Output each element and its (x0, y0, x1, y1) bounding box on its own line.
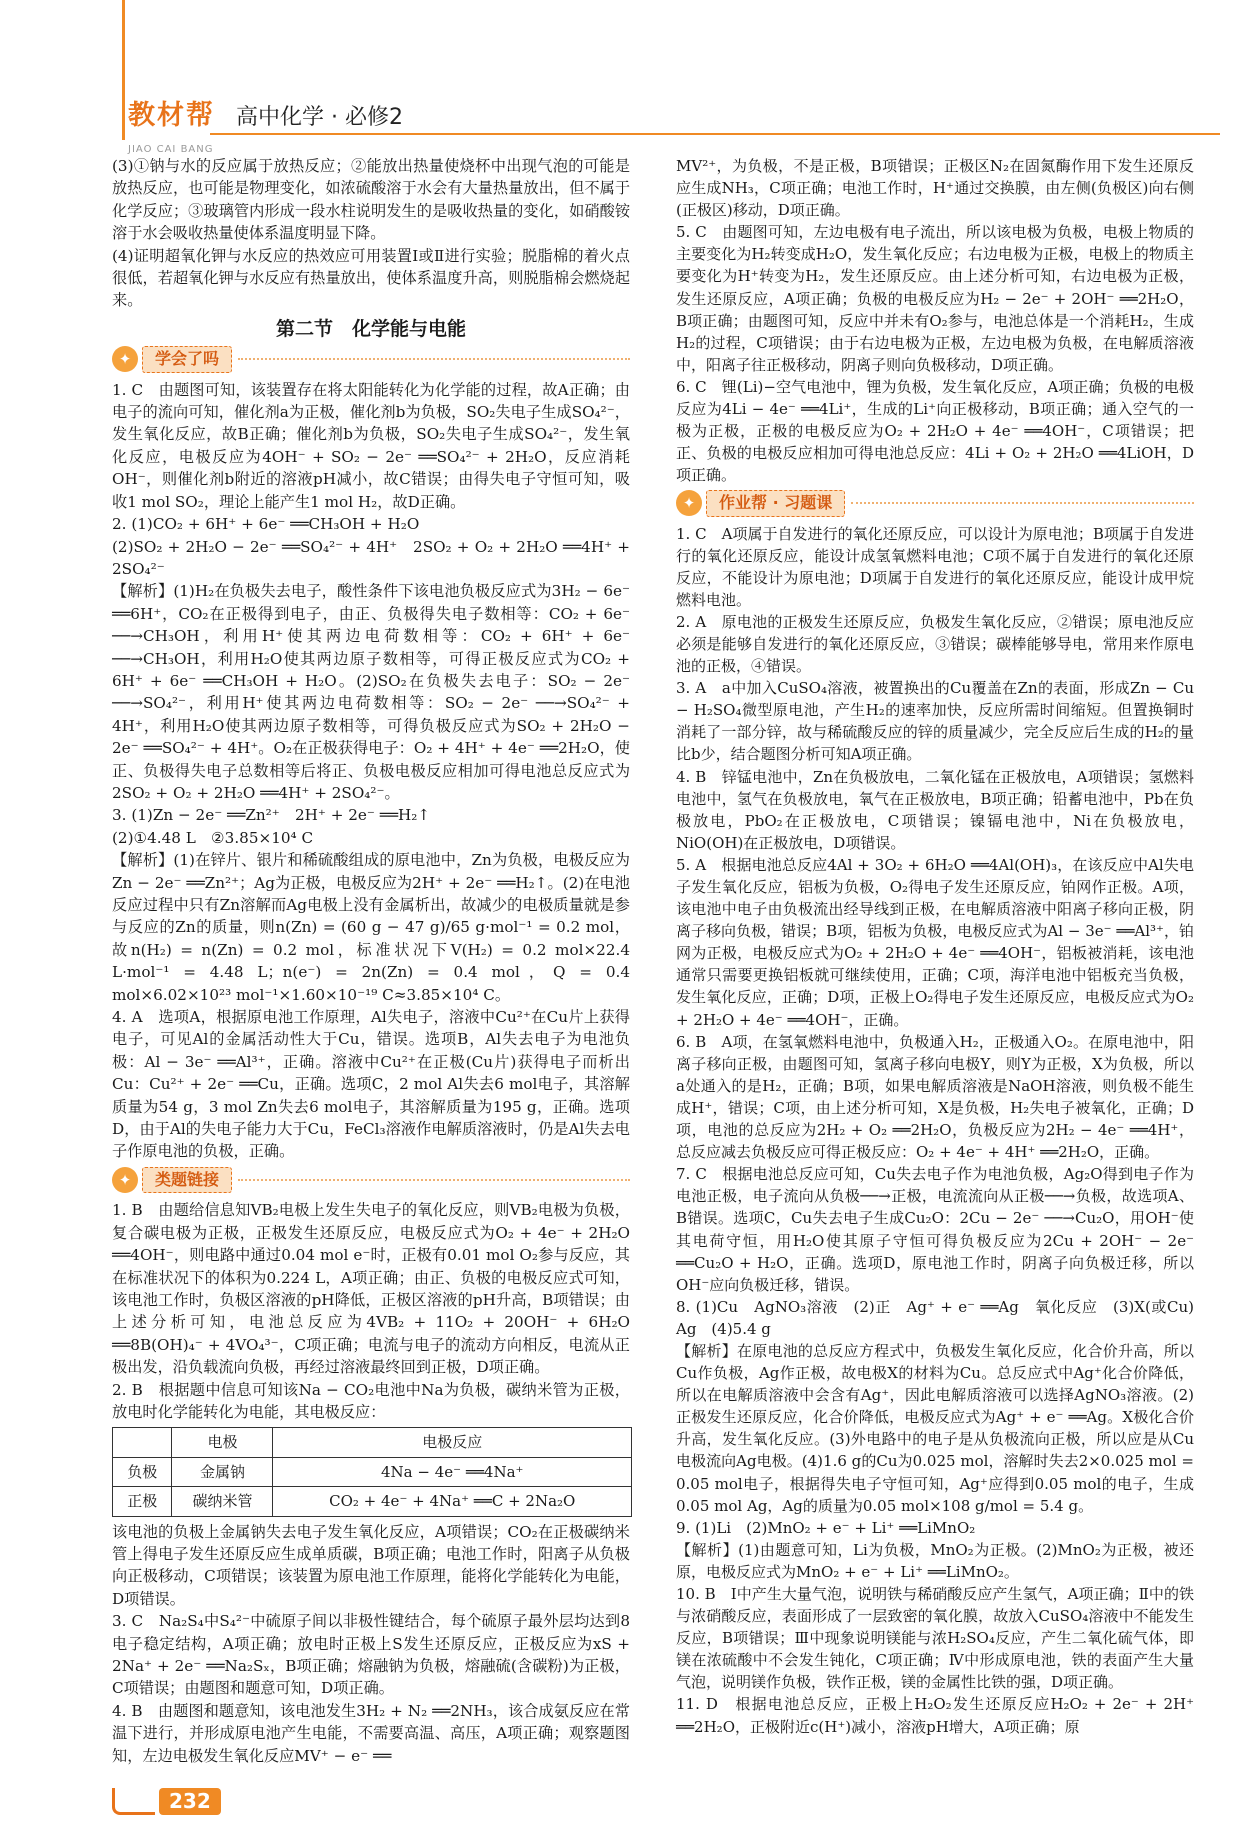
answer-item: (2)①4.48 L ②3.85×10⁴ C (112, 828, 314, 847)
answer-item: 5. C 由题图可知，左边电极有电子流出，所以该电极为负极，电极上物质的主要变化为H₂转变成H₂O，发生氧化反应；右边电极为正极，电极上的物质主要变化为H⁺转变为H₂，发生还原反应。由上述分析可知，右边电极为正极，发生还原反应，A项正确；负极的电极反应为H₂ − 2e⁻ + 2OH⁻ ══2H₂O，B项正确；由题图可知，反应中并未有O₂参与，电池总体是一个消耗H₂，生成H₂的过程，C项错误；由于右边电极为正极，左边电极为负极，在电解质溶液中，阳离子往正极移动，阴离子则向负极移动，D项正确。 (676, 223, 1194, 374)
table-cell: 碳纳米管 (172, 1487, 273, 1516)
answer-paragraph: MV²⁺，为负极，不是正极，B项错误；正极区N₂在固氮酶作用下发生还原反应生成NH₃，C项正确；电池工作时，H⁺通过交换膜，由左侧(负极区)向右侧(正极区)移动，D项正确。 (676, 157, 1194, 220)
table-cell: 正极 (113, 1487, 172, 1516)
section-title: 第二节 化学能与电能 (275, 317, 466, 340)
answer-item: 2. (1)CO₂ + 6H⁺ + 6e⁻ ══CH₃OH + H₂O (112, 515, 420, 534)
lightbulb-icon: ✦ (676, 490, 702, 516)
table-header: 电极 (172, 1428, 273, 1457)
answer-paragraph: (4)证明超氧化钾与水反应的热效应可用装置Ⅰ或Ⅱ进行实验；脱脂棉的着火点很低，若超氧化钾与水反应有热量放出，使体系温度升高，则脱脂棉会燃烧起来。 (112, 246, 630, 310)
table-cell: 金属钠 (172, 1457, 273, 1486)
table-header-row (113, 1428, 632, 1457)
answer-item: 4. B 锌锰电池中，Zn在负极放电，二氧化锰在正极放电，A项错误；氢燃料电池中，氢气在负极放电，氧气在正极放电，B项正确；铅蓄电池中，Pb在负极放电，PbO₂在正极放电，C项错误；镍镉电池中，Ni在负极放电，NiO(OH)在正极放电，D项错误。 (676, 767, 1194, 852)
table-row (113, 1487, 632, 1516)
answer-explanation: 【解析】在原电池的总反应方程式中，负极发生氧化反应，化合价升高，所以Cu作负极，Ag作正极，故电极X的材料为Cu。总反应式中Ag⁺化合价降低，所以在电解质溶液中会含有Ag⁺，因此电解质溶液可以选择AgNO₃溶液。(2)正极发生还原反应，化合价降低，电极反应式为Ag⁺ + e⁻ ══Ag。X极化合价升高，发生氧化反应。(3)外电路中的电子是从负极流向正极，所以应是从Cu电极流向Ag电极。(4)1.6 g的Cu为0.025 mol，溶解时失去2×0.025 mol = 0.05 mol电子，根据得失电子守恒可知，Ag⁺应得到0.05 mol的电子，生成0.05 mol Ag，Ag的质量为0.05 mol×108 g/mol = 5.4 g。 (676, 1341, 1194, 1515)
answer-item: 3. C Na₂S₄中S₄²⁻中硫原子间以非极性键结合，每个硫原子最外层均达到8电子稳定结构，A项正确；放电时正极上S发生还原反应，正极反应为xS + 2Na⁺ + 2e⁻ ══Na₂Sₓ，B项正确；熔融钠为负极，熔融硫(含碳粉)为正极，C项错误；由题图和题意可知，D项正确。 (112, 1612, 630, 1698)
right-column (676, 155, 1210, 1738)
answer-item: 1. C A项属于自发进行的氧化还原反应，可以设计为原电池；B项属于自发进行的氧化还原反应，能设计成氢氧燃料电池；C项不属于自发进行的氧化还原反应，不能设计为原电池；D项属于自发进行的氧化还原反应，能设计成甲烷燃料电池。 (676, 524, 1194, 609)
brand-pinyin: JIAO CAI BANG (128, 144, 214, 155)
page-header (0, 0, 1250, 160)
banner-label: 作业帮 · 习题课 (706, 490, 845, 516)
answer-explanation: 【解析】(1)H₂在负极失去电子，酸性条件下该电池负极反应式为3H₂ − 6e⁻ ══6H⁺，CO₂在正极得到电子，由正、负极得失电子数相等：CO₂ + 6e⁻ ──→CH₃OH，利用H⁺使其两边电荷数相等：CO₂ + 6H⁺ + 6e⁻ ──→CH₃OH，利用H₂O使其两边原子数相等，可得正极反应式为CO₂ + 6H⁺ + 6e⁻ ══CH₃OH + H₂O。(2)SO₂在负极失去电子：SO₂ − 2e⁻ ──→SO₄²⁻，利用H⁺使其两边电荷数相等：SO₂ − 2e⁻ ──→SO₄²⁻ + 4H⁺，利用H₂O使其两边原子数相等，可得负极反应式为SO₂ + 2H₂O − 2e⁻ ══SO₄²⁻ + 4H⁺。O₂在正极获得电子：O₂ + 4H⁺ + 4e⁻ ══2H₂O，使正、负极得失电子总数相等后将正、负极电极反应相加可得电池总反应式为2SO₂ + O₂ + 2H₂O ══4H⁺ + 2SO₄²⁻。 (112, 582, 630, 802)
answer-item: 3. (1)Zn − 2e⁻ ══Zn²⁺ 2H⁺ + 2e⁻ ══H₂↑ (112, 806, 431, 825)
answer-item: 9. (1)Li (2)MnO₂ + e⁻ + Li⁺ ══LiMnO₂ (676, 1518, 976, 1537)
answer-paragraph: (3)①钠与水的反应属于放热反应；②能放出热量使烧杯中出现气泡的可能是放热反应，也可能是物理变化，如浓硫酸溶于水会有大量热量放出，但不属于化学反应；③玻璃管内形成一段水柱说明发生的是吸收热量的变化，如硝酸铵溶于水会吸收热量使体系温度明显下降。 (112, 157, 630, 243)
lightbulb-icon: ✦ (112, 346, 138, 372)
answer-item: 6. B A项，在氢氧燃料电池中，负极通入H₂，正极通入O₂。在原电池中，阳离子移向正极，由题图可知，氢离子移向电极Y，则Y为正极，X为负极，所以a处通入的是H₂，正确；B项，如果电解质溶液是NaOH溶液，则负极不能生成H⁺，错误；C项，由上述分析可知，X是负极，H₂失电子被氧化，正确；D项，电池的总反应为2H₂ + O₂ ══2H₂O，负极反应为2H₂ − 4e⁻ ══4H⁺，总反应减去负极反应可得正极反应：O₂ + 4e⁻ + 4H⁺ ══2H₂O，正确。 (676, 1032, 1194, 1162)
answer-item: 1. B 由题给信息知VB₂电极上发生失电子的氧化反应，则VB₂电极为负极，复合碳电极为正极，正极发生还原反应，电极反应式为O₂ + 4e⁻ + 2H₂O ══4OH⁻，则电路中通过0.04 mol e⁻时，正极有0.01 mol O₂参与反应，其在标准状况下的体积为0.224 L，A项正确；由正、负极的电极反应式可知，该电池工作时，负极区溶液的pH降低，正极区溶液的pH升高，B项错误；由上述分析可知，电池总反应为4VB₂ + 11O₂ + 20OH⁻ + 6H₂O ══8B(OH)₄⁻ + 4VO₄³⁻，C项正确；电流与电子的流动方向相反，电流从正极出发，沿负载流向负极，再经过溶液最终回到正极，D项正确。 (112, 1201, 630, 1377)
section-banner (112, 346, 630, 372)
table-header (113, 1428, 172, 1457)
banner-label: 学会了吗 (142, 346, 232, 372)
banner-label: 类题链接 (142, 1167, 232, 1193)
answer-item: 2. B 根据题中信息可知该Na − CO₂电池中Na为负极，碳纳米管为正极，放电时化学能转化为电能，其电极反应： (112, 1380, 630, 1421)
lightbulb-icon: ✦ (112, 1167, 138, 1193)
answer-item: 4. B 由题图和题意知，该电池发生3H₂ + N₂ ══2NH₃，该合成氨反应在常温下进行，并形成原电池产生电能，不需要高温、高压，A项正确；观察题图知，左边电极发生氧化反应MV⁺ − e⁻ ══ (112, 1701, 630, 1765)
answer-item: 7. C 根据电池总反应可知，Cu失去电子作为电池负极，Ag₂O得到电子作为电池正极，电子流向从负极──→正极，电流流向从正极──→负极，故选项A、B错误。选项C，Cu失去电子生成Cu₂O：2Cu − 2e⁻ ──→Cu₂O，用OH⁻使其电荷守恒，用H₂O使其原子守恒可得负极反应为2Cu + 2OH⁻ − 2e⁻ ══Cu₂O + H₂O，正确。选项D，原电池工作时，阴离子向负极迁移，所以OH⁻应向负极迁移，错误。 (676, 1165, 1194, 1294)
answer-item: 1. C 由题图可知，该装置存在将太阳能转化为化学能的过程，故A正确；由电子的流向可知，催化剂a为正极，催化剂b为负极，SO₂失电子生成SO₄²⁻，发生氧化反应，故B正确；催化剂b为负极，SO₂失电子生成SO₄²⁻，发生氧化反应，电极反应为4OH⁻ + SO₂ − 2e⁻ ══SO₄²⁻ + 2H₂O，反应消耗OH⁻，则催化剂b附近的溶液pH减小，故C错误；由得失电子守恒可知，吸收1 mol SO₂，理论上能产生1 mol H₂，故D正确。 (112, 380, 630, 511)
answer-item: 3. A a中加入CuSO₄溶液，被置换出的Cu覆盖在Zn的表面，形成Zn − Cu − H₂SO₄微型原电池，产生H₂的速率加快，反应所需时间缩短。但置换铜时消耗了一部分锌，故与稀硫酸反应的锌的质量减少，完全反应后生成的H₂的量比b少，结合题图分析可知A项正确。 (676, 679, 1194, 764)
header-vertical-rule (122, 0, 125, 140)
answer-item: (2)SO₂ + 2H₂O − 2e⁻ ══SO₄²⁻ + 4H⁺ 2SO₂ + O₂ + 2H₂O ══4H⁺ + 2SO₄²⁻ (112, 537, 630, 578)
brand-logo: 教材帮 (128, 100, 215, 131)
table-header: 电极反应 (273, 1428, 632, 1457)
section-banner (676, 490, 1194, 516)
plug-icon (112, 1788, 155, 1815)
header-horizontal-rule (210, 133, 1220, 135)
answer-paragraph: 该电池的负极上金属钠失去电子发生氧化反应，A项错误；CO₂在正极碳纳米管上得电子发生还原反应生成单质碳，B项正确；电池工作时，阳离子从负极向正极移动，C项错误；该装置为原电池工作原理，能将化学能转化为电能，D项错误。 (112, 1522, 630, 1608)
table-cell: 4Na − 4e⁻ ══4Na⁺ (273, 1457, 632, 1486)
banner-rule (238, 358, 630, 360)
table-row (113, 1457, 632, 1486)
answer-item: 6. C 锂(Li)−空气电池中，锂为负极，发生氧化反应，A项正确；负极的电极反应为4Li − 4e⁻ ══4Li⁺，生成的Li⁺向正极移动，B项正确；通入空气的一极为正极，正极的电极反应为O₂ + 2H₂O + 4e⁻ ══4OH⁻，C项错误；把正、负极的电极反应相加可得电池总反应：4Li + O₂ + 2H₂O ══4LiOH，D项正确。 (676, 377, 1194, 485)
table-cell: 负极 (113, 1457, 172, 1486)
page-number-badge (112, 1788, 221, 1815)
banner-rule (238, 1179, 630, 1181)
answer-explanation: 【解析】(1)由题意可知，Li为负极，MnO₂为正极。(2)MnO₂为正极，被还原，电极反应式为MnO₂ + e⁻ + Li⁺ ══LiMnO₂。 (676, 1540, 1194, 1581)
page-number: 232 (159, 1788, 221, 1815)
left-column (112, 155, 630, 1767)
banner-rule (851, 502, 1194, 504)
electrode-table (112, 1427, 632, 1516)
answer-item: 10. B Ⅰ中产生大量气泡，说明铁与稀硝酸反应产生氢气，A项正确；Ⅱ中的铁与浓硝酸反应，表面形成了一层致密的氧化膜，故放入CuSO₄溶液中不能发生反应，B项错误；Ⅲ中现象说明镁能与浓H₂SO₄反应，产生二氧化硫气体，即镁在浓硫酸中不会发生钝化，C项正确；Ⅳ中形成原电池，铁的表面产生大量气泡，说明镁作负极，铁作正极，镁的金属性比铁的强，D项正确。 (676, 1585, 1194, 1692)
answer-item: 8. (1)Cu AgNO₃溶液 (2)正 Ag⁺ + e⁻ ══Ag 氧化反应 (3)X(或Cu) Ag (4)5.4 g (676, 1297, 1210, 1338)
section-banner (112, 1167, 630, 1193)
answer-item: 4. A 选项A，根据原电池工作原理，Al失电子，溶液中Cu²⁺在Cu片上获得电子，可见Al的金属活动性大于Cu，错误。选项B，Al失去电子为电池负极：Al − 3e⁻ ══Al³⁺，正确。溶液中Cu²⁺在正极(Cu片)获得电子而析出Cu：Cu²⁺ + 2e⁻ ══Cu，正确。选项C，2 mol Al失去6 mol电子，其溶解质量为54 g，3 mol Zn失去6 mol电子，其溶解质量为195 g，正确。选项D，由于Al的失电子能力大于Cu，FeCl₃溶液作电解质溶液时，仍是Al失去电子作原电池的负极，正确。 (112, 1008, 630, 1161)
answer-explanation: 【解析】(1)在锌片、银片和稀硫酸组成的原电池中，Zn为负极，电极反应为Zn − 2e⁻ ══Zn²⁺；Ag为正极，电极反应为2H⁺ + 2e⁻ ══H₂↑。(2)在电池反应过程中只有Zn溶解而Ag电极上没有金属析出，故减少的电极质量就是参与反应的Zn的质量，则n(Zn) = (60 g − 47 g)/65 g·mol⁻¹ = 0.2 mol，故n(H₂) = n(Zn) = 0.2 mol，标准状况下V(H₂) = 0.2 mol×22.4 L·mol⁻¹ = 4.48 L；n(e⁻) = 2n(Zn) = 0.4 mol，Q = 0.4 mol×6.02×10²³ mol⁻¹×1.60×10⁻¹⁹ C≈3.85×10⁴ C。 (112, 851, 630, 1004)
subject-title: 高中化学 · 必修2 (236, 105, 403, 130)
table-cell: CO₂ + 4e⁻ + 4Na⁺ ══C + 2Na₂O (273, 1487, 632, 1516)
answer-item: 2. A 原电池的正极发生还原反应，负极发生氧化反应，②错误；原电池反应必须是能够自发进行的氧化还原反应，③错误；碳棒能够导电，常用来作原电池的正极，④错误。 (676, 612, 1194, 676)
answer-item: 5. A 根据电池总反应4Al + 3O₂ + 6H₂O ══4Al(OH)₃，在该反应中Al失电子发生氧化反应，铝板为负极，O₂得电子发生还原反应，铂网作正极。A项，该电池中电子由负极流出经导线到正极，在电解质溶液中阳离子移向正极，阴离子移向负极，错误；B项，铝板为负极，电极反应式为Al − 3e⁻ ══Al³⁺，铂网为正极，电极反应式为O₂ + 2H₂O + 4e⁻ ══4OH⁻，铝板被消耗，该电池通常只需要更换铝板就可继续使用，正确；C项，海洋电池中铝板充当负极，发生氧化反应，正确；D项，正极上O₂得电子发生还原反应，电极反应式为O₂ + 2H₂O + 4e⁻ ══4OH⁻，正确。 (676, 855, 1194, 1029)
answer-item: 11. D 根据电池总反应，正极上H₂O₂发生还原反应H₂O₂ + 2e⁻ + 2H⁺ ══2H₂O，正极附近c(H⁺)减小，溶液pH增大，A项正确；原 (676, 1695, 1194, 1736)
